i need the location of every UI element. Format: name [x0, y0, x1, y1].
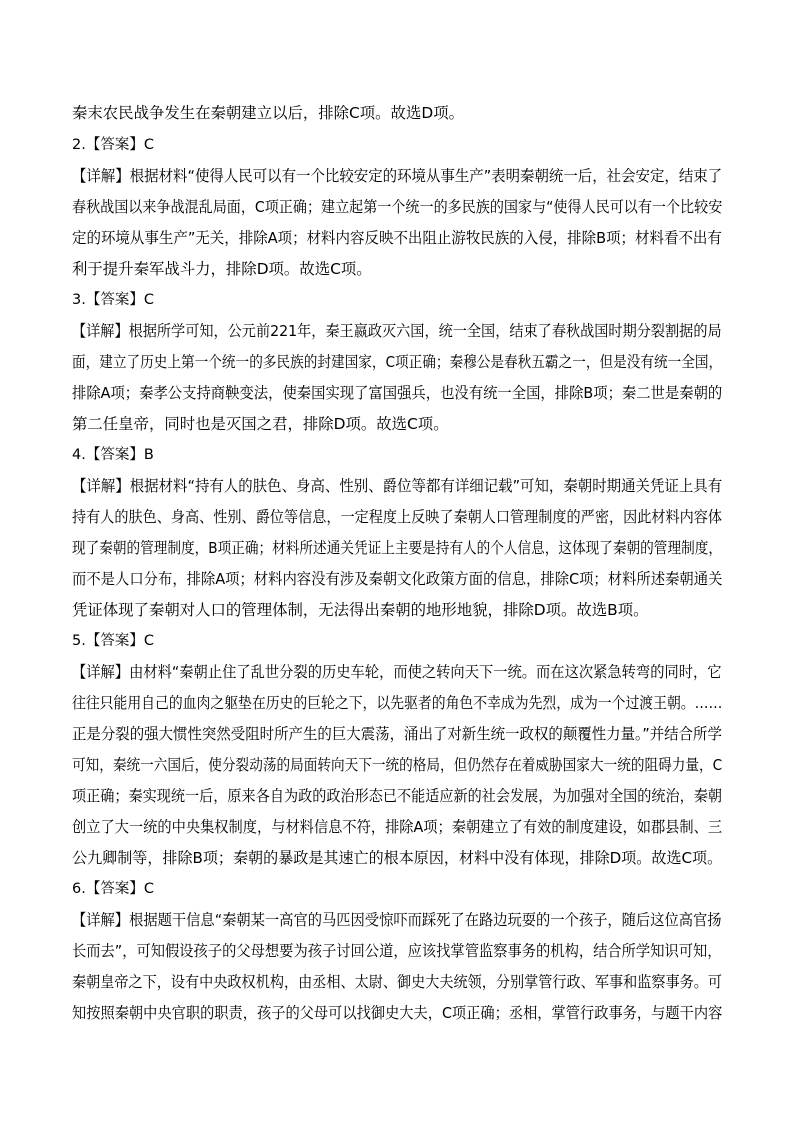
- text-line: 凭证体现了秦朝对人口的管理体制，无法得出秦朝的地形地貌，排除D项。故选B项。: [72, 601, 649, 619]
- answer-heading: 5.【答案】C: [72, 633, 154, 649]
- text-line: 长而去”，可知假设孩子的父母想要为孩子讨回公道，应该找掌管监察事务的机构，结合所学知识可知，: [72, 942, 722, 960]
- text-line: 持有人的肤色、身高、性别、爵位等信息，一定程度上反映了秦朝人口管理制度的严密，因此材料内容体: [72, 508, 723, 526]
- text-line: 公九卿制等，排除B项；秦朝的暴政是其速亡的根本原因，材料中没有体现，排除D项。故选C项。: [72, 849, 723, 867]
- text-line: 创立了大一统的中央集权制度，与材料信息不符，排除A项；秦朝建立了有效的制度建设，如郡县制、三: [72, 818, 723, 836]
- text-line: 项正确；秦实现统一后，原来各自为政的政治形态已不能适应新的社会发展，为加强对全国的统治，秦朝: [72, 787, 723, 805]
- text-line: 秦朝皇帝之下，设有中央政权机构，由丞相、太尉、御史大夫统领，分别掌管行政、军事和监察事务。可: [72, 973, 723, 991]
- answer-heading: 2.【答案】C: [72, 137, 154, 153]
- text-line: 春秋战国以来争战混乱局面，C项正确；建立起第一个统一的多民族的国家与“使得人民可以有一个比较安: [72, 198, 723, 216]
- text-line: 【详解】根据所学可知，公元前221年，秦王嬴政灭六国，统一全国，结束了春秋战国时期分裂割据的局: [72, 322, 722, 340]
- answer-heading: 6.【答案】C: [72, 881, 154, 897]
- text-line: 【详解】根据材料“持有人的肤色、身高、性别、爵位等都有详细记载”可知，秦朝时期通关凭证上具有: [72, 477, 723, 495]
- text-line: 定的环境从事生产”无关，排除A项；材料内容反映不出阻止游牧民族的入侵，排除B项；材料看不出有: [72, 229, 722, 247]
- text-line: 利于提升秦军战斗力，排除D项。故选C项。: [72, 260, 372, 278]
- text-line: 排除A项；秦孝公支持商鞅变法，使秦国实现了富国强兵，也没有统一全国，排除B项；秦二世是秦朝的: [72, 384, 723, 402]
- text-line: 面，建立了历史上第一个统一的多民族的封建国家，C项正确；秦穆公是春秋五霸之一，但是没有统一全国，: [72, 353, 723, 371]
- text-line: 知按照秦朝中央官职的职责，孩子的父母可以找御史大夫，C项正确；丞相，掌管行政事务，与题干内容: [72, 1004, 723, 1022]
- text-line: 秦末农民战争发生在秦朝建立以后，排除C项。故选D项。: [72, 104, 464, 122]
- text-line: 【详解】根据题干信息“秦朝某一高官的马匹因受惊吓而踩死了在路边玩耍的一个孩子，随后这位高官扬: [72, 911, 722, 929]
- text-line: 第二任皇帝，同时也是灭国之君，排除D项。故选C项。: [72, 415, 449, 433]
- text-line: 可知，秦统一六国后，使分裂动荡的局面转向天下一统的格局，但仍然存在着威胁国家大一统的阻碍力量，C: [72, 756, 723, 774]
- text-line: 而不是人口分布，排除A项；材料内容没有涉及秦朝文化政策方面的信息，排除C项；材料所述秦朝通关: [72, 570, 723, 588]
- answer-heading: 3.【答案】C: [72, 292, 154, 308]
- text-line: 【详解】由材料“秦朝止住了乱世分裂的历史车轮，而使之转向天下一统。而在这次紧急转弯的同时，它: [72, 663, 722, 681]
- text-line: 现了秦朝的管理制度，B项正确；材料所述通关凭证上主要是持有人的个人信息，这体现了秦朝的管理制度，: [72, 539, 722, 557]
- text-line: 往往只能用自己的血肉之躯垫在历史的巨轮之下，以先驱者的角色不幸成为先烈，成为一个过渡王朝。……: [72, 694, 723, 712]
- text-line: 【详解】根据材料“使得人民可以有一个比较安定的环境从事生产”表明秦朝统一后，社会安定，结束了: [72, 167, 723, 185]
- answer-heading: 4.【答案】B: [72, 447, 154, 463]
- text-line: 正是分裂的强大惯性突然受阻时所产生的巨大震荡，涌出了对新生统一政权的颠覆性力量。”并结合所学: [72, 725, 722, 743]
